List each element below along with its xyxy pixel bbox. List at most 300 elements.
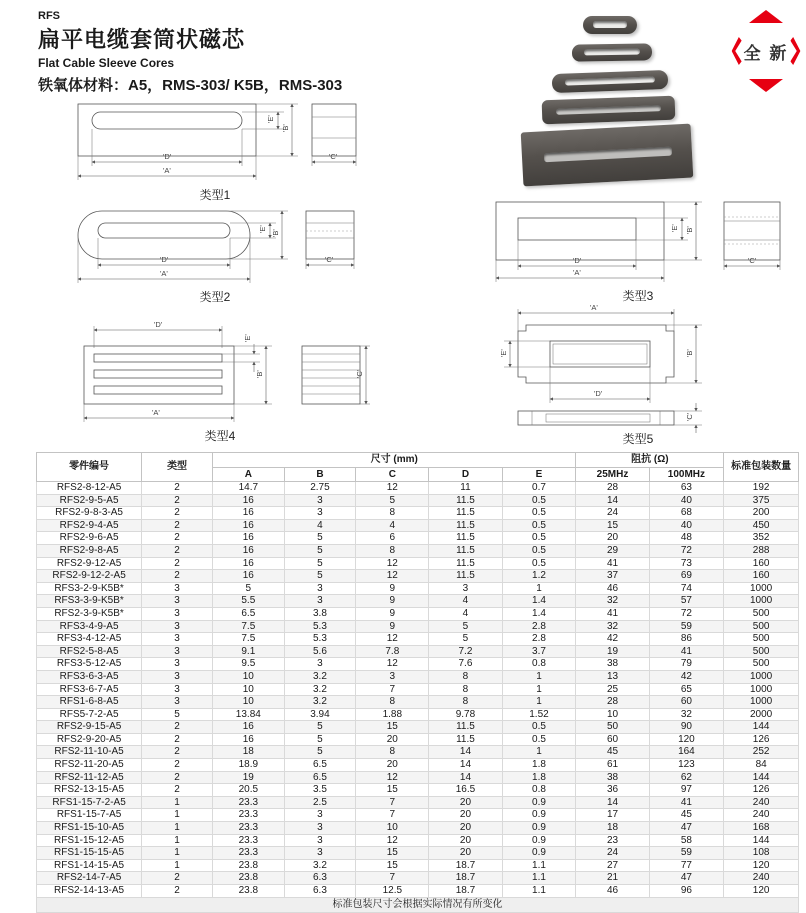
table-cell: RFS2-9-8-A5 bbox=[37, 544, 142, 557]
table-cell: 4 bbox=[429, 607, 502, 620]
table-cell: 24 bbox=[576, 507, 649, 520]
table-cell: 120 bbox=[649, 733, 724, 746]
diagram-caption: 类型2 bbox=[199, 290, 231, 304]
type1-drawing bbox=[70, 100, 360, 185]
col-header-e: E bbox=[502, 467, 576, 482]
table-cell: 13 bbox=[576, 670, 649, 683]
table-cell: 1 bbox=[142, 859, 213, 872]
table-cell: 18.7 bbox=[429, 885, 502, 898]
table-cell: 5 bbox=[213, 582, 285, 595]
table-cell: 20 bbox=[356, 733, 429, 746]
table-cell: 17 bbox=[576, 809, 649, 822]
table-cell: 1.4 bbox=[502, 607, 576, 620]
table-cell: 375 bbox=[724, 494, 799, 507]
table-cell: 50 bbox=[576, 721, 649, 734]
table-row bbox=[37, 708, 799, 721]
table-cell: 120 bbox=[724, 859, 799, 872]
svg-text:'E': 'E' bbox=[258, 225, 267, 233]
table-cell: 15 bbox=[356, 784, 429, 797]
table-cell: 16.5 bbox=[429, 784, 502, 797]
table-cell: RFS2-9-12-A5 bbox=[37, 557, 142, 570]
table-cell: 9.78 bbox=[429, 708, 502, 721]
table-cell: 9 bbox=[356, 595, 429, 608]
table-cell: 5.3 bbox=[284, 633, 356, 646]
product-photo bbox=[480, 2, 740, 192]
table-row bbox=[37, 482, 799, 495]
table-cell: 126 bbox=[724, 733, 799, 746]
table-cell: 3 bbox=[142, 645, 213, 658]
table-row bbox=[37, 809, 799, 822]
table-cell: 24 bbox=[576, 847, 649, 860]
table-cell: 2 bbox=[142, 482, 213, 495]
table-cell: RFS3-4-12-A5 bbox=[37, 633, 142, 646]
table-cell: 15 bbox=[356, 721, 429, 734]
svg-text:'D': 'D' bbox=[154, 320, 163, 329]
table-cell: 16 bbox=[213, 532, 285, 545]
core-image bbox=[521, 124, 694, 187]
table-cell: 5 bbox=[356, 494, 429, 507]
table-cell: RFS2-11-10-A5 bbox=[37, 746, 142, 759]
diagram-caption: 类型4 bbox=[204, 429, 236, 443]
table-row bbox=[37, 733, 799, 746]
table-cell: 3 bbox=[142, 696, 213, 709]
table-cell: 23.3 bbox=[213, 822, 285, 835]
table-row bbox=[37, 796, 799, 809]
table-cell: 97 bbox=[649, 784, 724, 797]
badge-chevron-left-icon bbox=[732, 37, 742, 65]
table-cell: RFS1-15-7-A5 bbox=[37, 809, 142, 822]
core-slot bbox=[556, 105, 661, 115]
table-cell: 20 bbox=[429, 847, 502, 860]
diagram-type2 bbox=[70, 205, 360, 305]
table-cell: 0.8 bbox=[502, 658, 576, 671]
table-cell: 23.8 bbox=[213, 872, 285, 885]
table-cell: RFS3-3-9-K5B* bbox=[37, 595, 142, 608]
table-cell: 28 bbox=[576, 482, 649, 495]
diagram-caption: 类型5 bbox=[622, 432, 654, 446]
table-cell: 58 bbox=[649, 834, 724, 847]
svg-text:'E': 'E' bbox=[670, 224, 679, 232]
table-cell: 15 bbox=[356, 859, 429, 872]
diagram-type5 bbox=[488, 303, 788, 447]
col-header-a: A bbox=[213, 467, 285, 482]
table-cell: 59 bbox=[649, 847, 724, 860]
table-cell: 5 bbox=[284, 532, 356, 545]
diagram-caption: 类型1 bbox=[199, 188, 231, 202]
spec-table-container bbox=[36, 452, 799, 913]
table-cell: 65 bbox=[649, 683, 724, 696]
table-cell: 1.52 bbox=[502, 708, 576, 721]
table-cell: 18.7 bbox=[429, 859, 502, 872]
table-cell: RFS2-11-20-A5 bbox=[37, 759, 142, 772]
svg-text:'B': 'B' bbox=[271, 229, 280, 237]
diagram-type1 bbox=[70, 100, 360, 203]
svg-text:'E': 'E' bbox=[266, 115, 275, 123]
table-cell: 500 bbox=[724, 658, 799, 671]
table-cell: 352 bbox=[724, 532, 799, 545]
table-cell: RFS3-4-9-A5 bbox=[37, 620, 142, 633]
table-cell: 12 bbox=[356, 482, 429, 495]
table-cell: 8 bbox=[356, 696, 429, 709]
table-cell: 61 bbox=[576, 759, 649, 772]
type4-drawing bbox=[70, 318, 370, 426]
svg-text:'B': 'B' bbox=[685, 349, 694, 357]
table-cell: 144 bbox=[724, 771, 799, 784]
table-cell: 20 bbox=[429, 822, 502, 835]
table-cell: 0.5 bbox=[502, 733, 576, 746]
table-cell: 3 bbox=[284, 507, 356, 520]
core-slot bbox=[544, 147, 672, 163]
table-cell: 160 bbox=[724, 557, 799, 570]
table-cell: 62 bbox=[649, 771, 724, 784]
badge-chevron-right-icon bbox=[790, 37, 800, 65]
table-row bbox=[37, 544, 799, 557]
table-cell: 2 bbox=[142, 885, 213, 898]
table-cell: 1.8 bbox=[502, 771, 576, 784]
table-cell: 9.1 bbox=[213, 645, 285, 658]
page-subtitle: Flat Cable Sleeve Cores bbox=[38, 56, 175, 70]
table-cell: 1000 bbox=[724, 683, 799, 696]
table-cell: 36 bbox=[576, 784, 649, 797]
table-cell: 23.3 bbox=[213, 809, 285, 822]
table-cell: 1000 bbox=[724, 595, 799, 608]
table-cell: 60 bbox=[649, 696, 724, 709]
table-footer bbox=[37, 897, 799, 912]
table-cell: 18.9 bbox=[213, 759, 285, 772]
svg-text:'B': 'B' bbox=[281, 124, 290, 132]
table-cell: RFS2-9-20-A5 bbox=[37, 733, 142, 746]
table-cell: 14 bbox=[429, 771, 502, 784]
table-cell: 0.9 bbox=[502, 809, 576, 822]
table-cell: 72 bbox=[649, 544, 724, 557]
table-cell: 16 bbox=[213, 544, 285, 557]
svg-text:'E': 'E' bbox=[499, 349, 508, 357]
table-cell: RFS3-6-7-A5 bbox=[37, 683, 142, 696]
table-cell: 2 bbox=[142, 872, 213, 885]
table-cell: 0.5 bbox=[502, 532, 576, 545]
table-row bbox=[37, 746, 799, 759]
core-image bbox=[583, 16, 637, 34]
col-header-25mhz: 25MHz bbox=[576, 467, 649, 482]
table-cell: 6.3 bbox=[284, 872, 356, 885]
table-cell: 73 bbox=[649, 557, 724, 570]
table-cell: 16 bbox=[213, 494, 285, 507]
svg-text:'A': 'A' bbox=[573, 268, 581, 277]
table-cell: 3.7 bbox=[502, 645, 576, 658]
table-cell: RFS1-15-15-A5 bbox=[37, 847, 142, 860]
table-cell: 86 bbox=[649, 633, 724, 646]
table-row bbox=[37, 859, 799, 872]
table-cell: 2.8 bbox=[502, 633, 576, 646]
table-cell: 32 bbox=[576, 620, 649, 633]
table-cell: 8 bbox=[429, 670, 502, 683]
table-cell: 20 bbox=[429, 796, 502, 809]
col-header-part: 零件编号 bbox=[37, 453, 142, 482]
table-cell: 1 bbox=[142, 809, 213, 822]
table-cell: 79 bbox=[649, 658, 724, 671]
table-cell: 3 bbox=[356, 670, 429, 683]
table-cell: 27 bbox=[576, 859, 649, 872]
table-cell: 10 bbox=[576, 708, 649, 721]
table-cell: 3 bbox=[284, 582, 356, 595]
table-cell: 9 bbox=[356, 607, 429, 620]
page-header bbox=[38, 10, 342, 95]
table-cell: 5 bbox=[284, 557, 356, 570]
table-cell: 12 bbox=[356, 557, 429, 570]
diagram-caption: 类型3 bbox=[622, 289, 654, 303]
svg-text:'C': 'C' bbox=[329, 152, 338, 161]
table-cell: 450 bbox=[724, 519, 799, 532]
table-cell: 5 bbox=[142, 708, 213, 721]
table-cell: 69 bbox=[649, 570, 724, 583]
table-cell: 1.8 bbox=[502, 759, 576, 772]
table-cell: 3.94 bbox=[284, 708, 356, 721]
svg-text:'C': 'C' bbox=[355, 369, 364, 378]
badge-center bbox=[732, 37, 801, 65]
table-cell: 9.5 bbox=[213, 658, 285, 671]
table-cell: 41 bbox=[576, 557, 649, 570]
table-cell: 0.5 bbox=[502, 557, 576, 570]
table-cell: 8 bbox=[429, 683, 502, 696]
table-cell: 72 bbox=[649, 607, 724, 620]
table-cell: RFS2-14-7-A5 bbox=[37, 872, 142, 885]
table-cell: 168 bbox=[724, 822, 799, 835]
diagram-type4 bbox=[70, 318, 370, 444]
table-cell: 2 bbox=[142, 746, 213, 759]
table-cell: RFS2-9-4-A5 bbox=[37, 519, 142, 532]
table-cell: 23 bbox=[576, 834, 649, 847]
table-cell: 1000 bbox=[724, 696, 799, 709]
table-cell: 0.8 bbox=[502, 784, 576, 797]
table-cell: 1.1 bbox=[502, 885, 576, 898]
table-cell: 11.5 bbox=[429, 733, 502, 746]
table-cell: 288 bbox=[724, 544, 799, 557]
table-cell: 16 bbox=[213, 733, 285, 746]
svg-text:'A': 'A' bbox=[160, 269, 168, 278]
table-cell: 60 bbox=[576, 733, 649, 746]
table-cell: 10 bbox=[213, 683, 285, 696]
table-cell: 3 bbox=[429, 582, 502, 595]
table-cell: 500 bbox=[724, 645, 799, 658]
table-cell: 1.4 bbox=[502, 595, 576, 608]
table-row bbox=[37, 633, 799, 646]
table-cell: 252 bbox=[724, 746, 799, 759]
table-cell: 0.5 bbox=[502, 494, 576, 507]
table-cell: 8 bbox=[356, 544, 429, 557]
table-cell: 7.6 bbox=[429, 658, 502, 671]
core-slot bbox=[584, 49, 640, 56]
table-cell: 41 bbox=[649, 645, 724, 658]
table-cell: 3.2 bbox=[284, 683, 356, 696]
table-cell: 18 bbox=[576, 822, 649, 835]
table-cell: 41 bbox=[649, 796, 724, 809]
table-cell: 2 bbox=[142, 544, 213, 557]
table-cell: 0.9 bbox=[502, 847, 576, 860]
svg-text:'B': 'B' bbox=[255, 370, 264, 378]
table-cell: 45 bbox=[649, 809, 724, 822]
table-cell: 126 bbox=[724, 784, 799, 797]
col-header-packing: 标准包装数量 bbox=[724, 453, 799, 482]
col-header-d: D bbox=[429, 467, 502, 482]
table-cell: 11.5 bbox=[429, 544, 502, 557]
svg-text:'D': 'D' bbox=[594, 389, 603, 398]
table-cell: RFS1-15-12-A5 bbox=[37, 834, 142, 847]
table-cell: 46 bbox=[576, 885, 649, 898]
table-cell: 16 bbox=[213, 507, 285, 520]
table-row bbox=[37, 847, 799, 860]
table-cell: 3.2 bbox=[284, 859, 356, 872]
table-cell: 9 bbox=[356, 582, 429, 595]
col-header-100mhz: 100MHz bbox=[649, 467, 724, 482]
table-cell: 28 bbox=[576, 696, 649, 709]
svg-text:'C': 'C' bbox=[685, 412, 694, 421]
table-cell: 13.84 bbox=[213, 708, 285, 721]
table-cell: 108 bbox=[724, 847, 799, 860]
table-cell: 23.3 bbox=[213, 834, 285, 847]
table-row bbox=[37, 885, 799, 898]
table-cell: 15 bbox=[356, 847, 429, 860]
spec-table bbox=[36, 452, 799, 913]
table-cell: 3 bbox=[142, 633, 213, 646]
table-cell: 15 bbox=[576, 519, 649, 532]
table-cell: 7 bbox=[356, 872, 429, 885]
table-cell: 20 bbox=[429, 809, 502, 822]
table-cell: 14 bbox=[576, 796, 649, 809]
table-cell: 25 bbox=[576, 683, 649, 696]
table-row bbox=[37, 532, 799, 545]
table-cell: 23.3 bbox=[213, 796, 285, 809]
table-row bbox=[37, 771, 799, 784]
table-cell: 3 bbox=[142, 658, 213, 671]
svg-text:'A': 'A' bbox=[152, 408, 160, 417]
table-cell: RFS2-5-8-A5 bbox=[37, 645, 142, 658]
table-cell: 2 bbox=[142, 733, 213, 746]
material-line: 铁氧体材料：A5，RMS-303/ K5B，RMS-303 bbox=[38, 77, 343, 94]
core-slot bbox=[565, 76, 655, 85]
table-cell: 1.1 bbox=[502, 872, 576, 885]
table-cell: 1000 bbox=[724, 582, 799, 595]
table-cell: 7 bbox=[356, 683, 429, 696]
svg-text:'C': 'C' bbox=[325, 255, 334, 264]
table-cell: RFS2-14-13-A5 bbox=[37, 885, 142, 898]
table-cell: 4 bbox=[356, 519, 429, 532]
table-row bbox=[37, 658, 799, 671]
table-cell: 240 bbox=[724, 796, 799, 809]
table-cell: 3 bbox=[284, 658, 356, 671]
table-cell: 21 bbox=[576, 872, 649, 885]
table-cell: 3.5 bbox=[284, 784, 356, 797]
table-cell: 23.3 bbox=[213, 847, 285, 860]
svg-text:'A': 'A' bbox=[590, 303, 598, 312]
table-cell: 68 bbox=[649, 507, 724, 520]
table-cell: RFS2-9-12-2-A5 bbox=[37, 570, 142, 583]
table-cell: 144 bbox=[724, 834, 799, 847]
table-cell: 2 bbox=[142, 784, 213, 797]
table-footnote: 标准包装尺寸会根据实际情况有所变化 bbox=[37, 897, 799, 912]
badge-arrow-down-icon bbox=[749, 79, 783, 92]
table-cell: 12 bbox=[356, 570, 429, 583]
table-row bbox=[37, 670, 799, 683]
col-header-b: B bbox=[284, 467, 356, 482]
table-cell: 0.5 bbox=[502, 519, 576, 532]
table-cell: 1.1 bbox=[502, 859, 576, 872]
table-cell: 0.9 bbox=[502, 822, 576, 835]
table-cell: 0.5 bbox=[502, 721, 576, 734]
table-cell: 12.5 bbox=[356, 885, 429, 898]
table-cell: 3.2 bbox=[284, 670, 356, 683]
table-cell: 46 bbox=[576, 582, 649, 595]
svg-text:'D': 'D' bbox=[160, 255, 169, 264]
table-cell: RFS2-8-12-A5 bbox=[37, 482, 142, 495]
table-cell: 5 bbox=[284, 570, 356, 583]
svg-text:'E': 'E' bbox=[243, 334, 252, 342]
table-cell: 2000 bbox=[724, 708, 799, 721]
svg-text:'D': 'D' bbox=[163, 152, 172, 161]
table-cell: 5 bbox=[284, 733, 356, 746]
table-body bbox=[37, 482, 799, 898]
table-cell: 0.5 bbox=[502, 544, 576, 557]
table-cell: 16 bbox=[213, 570, 285, 583]
table-header bbox=[37, 453, 799, 482]
table-cell: RFS2-9-5-A5 bbox=[37, 494, 142, 507]
table-cell: 3 bbox=[142, 595, 213, 608]
table-cell: 2 bbox=[142, 557, 213, 570]
table-cell: 1 bbox=[142, 822, 213, 835]
table-cell: RFS1-15-7-2-A5 bbox=[37, 796, 142, 809]
table-cell: 8 bbox=[356, 746, 429, 759]
table-row bbox=[37, 784, 799, 797]
table-cell: RFS2-3-9-K5B* bbox=[37, 607, 142, 620]
table-row bbox=[37, 507, 799, 520]
badge-label: 全 新 bbox=[743, 43, 789, 63]
table-cell: 6.5 bbox=[284, 771, 356, 784]
table-cell: 164 bbox=[649, 746, 724, 759]
svg-text:'C': 'C' bbox=[748, 256, 757, 265]
table-cell: 59 bbox=[649, 620, 724, 633]
table-cell: RFS5-7-2-A5 bbox=[37, 708, 142, 721]
table-row bbox=[37, 557, 799, 570]
table-cell: 1 bbox=[502, 746, 576, 759]
table-cell: 2 bbox=[142, 570, 213, 583]
table-cell: 20 bbox=[429, 834, 502, 847]
table-cell: 2.8 bbox=[502, 620, 576, 633]
table-cell: 96 bbox=[649, 885, 724, 898]
table-cell: 10 bbox=[213, 696, 285, 709]
table-cell: 0.5 bbox=[502, 507, 576, 520]
table-cell: 63 bbox=[649, 482, 724, 495]
table-cell: RFS2-9-6-A5 bbox=[37, 532, 142, 545]
table-cell: 8 bbox=[356, 507, 429, 520]
table-cell: 3 bbox=[284, 494, 356, 507]
table-cell: 32 bbox=[649, 708, 724, 721]
table-cell: 12 bbox=[356, 771, 429, 784]
table-cell: 3 bbox=[284, 847, 356, 860]
table-cell: 23.8 bbox=[213, 859, 285, 872]
table-cell: 11 bbox=[429, 482, 502, 495]
table-cell: 3 bbox=[284, 822, 356, 835]
table-cell: 11.5 bbox=[429, 507, 502, 520]
table-cell: 12 bbox=[356, 834, 429, 847]
table-cell: RFS3-5-12-A5 bbox=[37, 658, 142, 671]
table-row bbox=[37, 872, 799, 885]
table-cell: 42 bbox=[576, 633, 649, 646]
table-cell: 1 bbox=[502, 696, 576, 709]
table-cell: 6 bbox=[356, 532, 429, 545]
table-cell: 11.5 bbox=[429, 519, 502, 532]
table-cell: 5 bbox=[429, 633, 502, 646]
table-cell: 5 bbox=[284, 721, 356, 734]
table-cell: 45 bbox=[576, 746, 649, 759]
